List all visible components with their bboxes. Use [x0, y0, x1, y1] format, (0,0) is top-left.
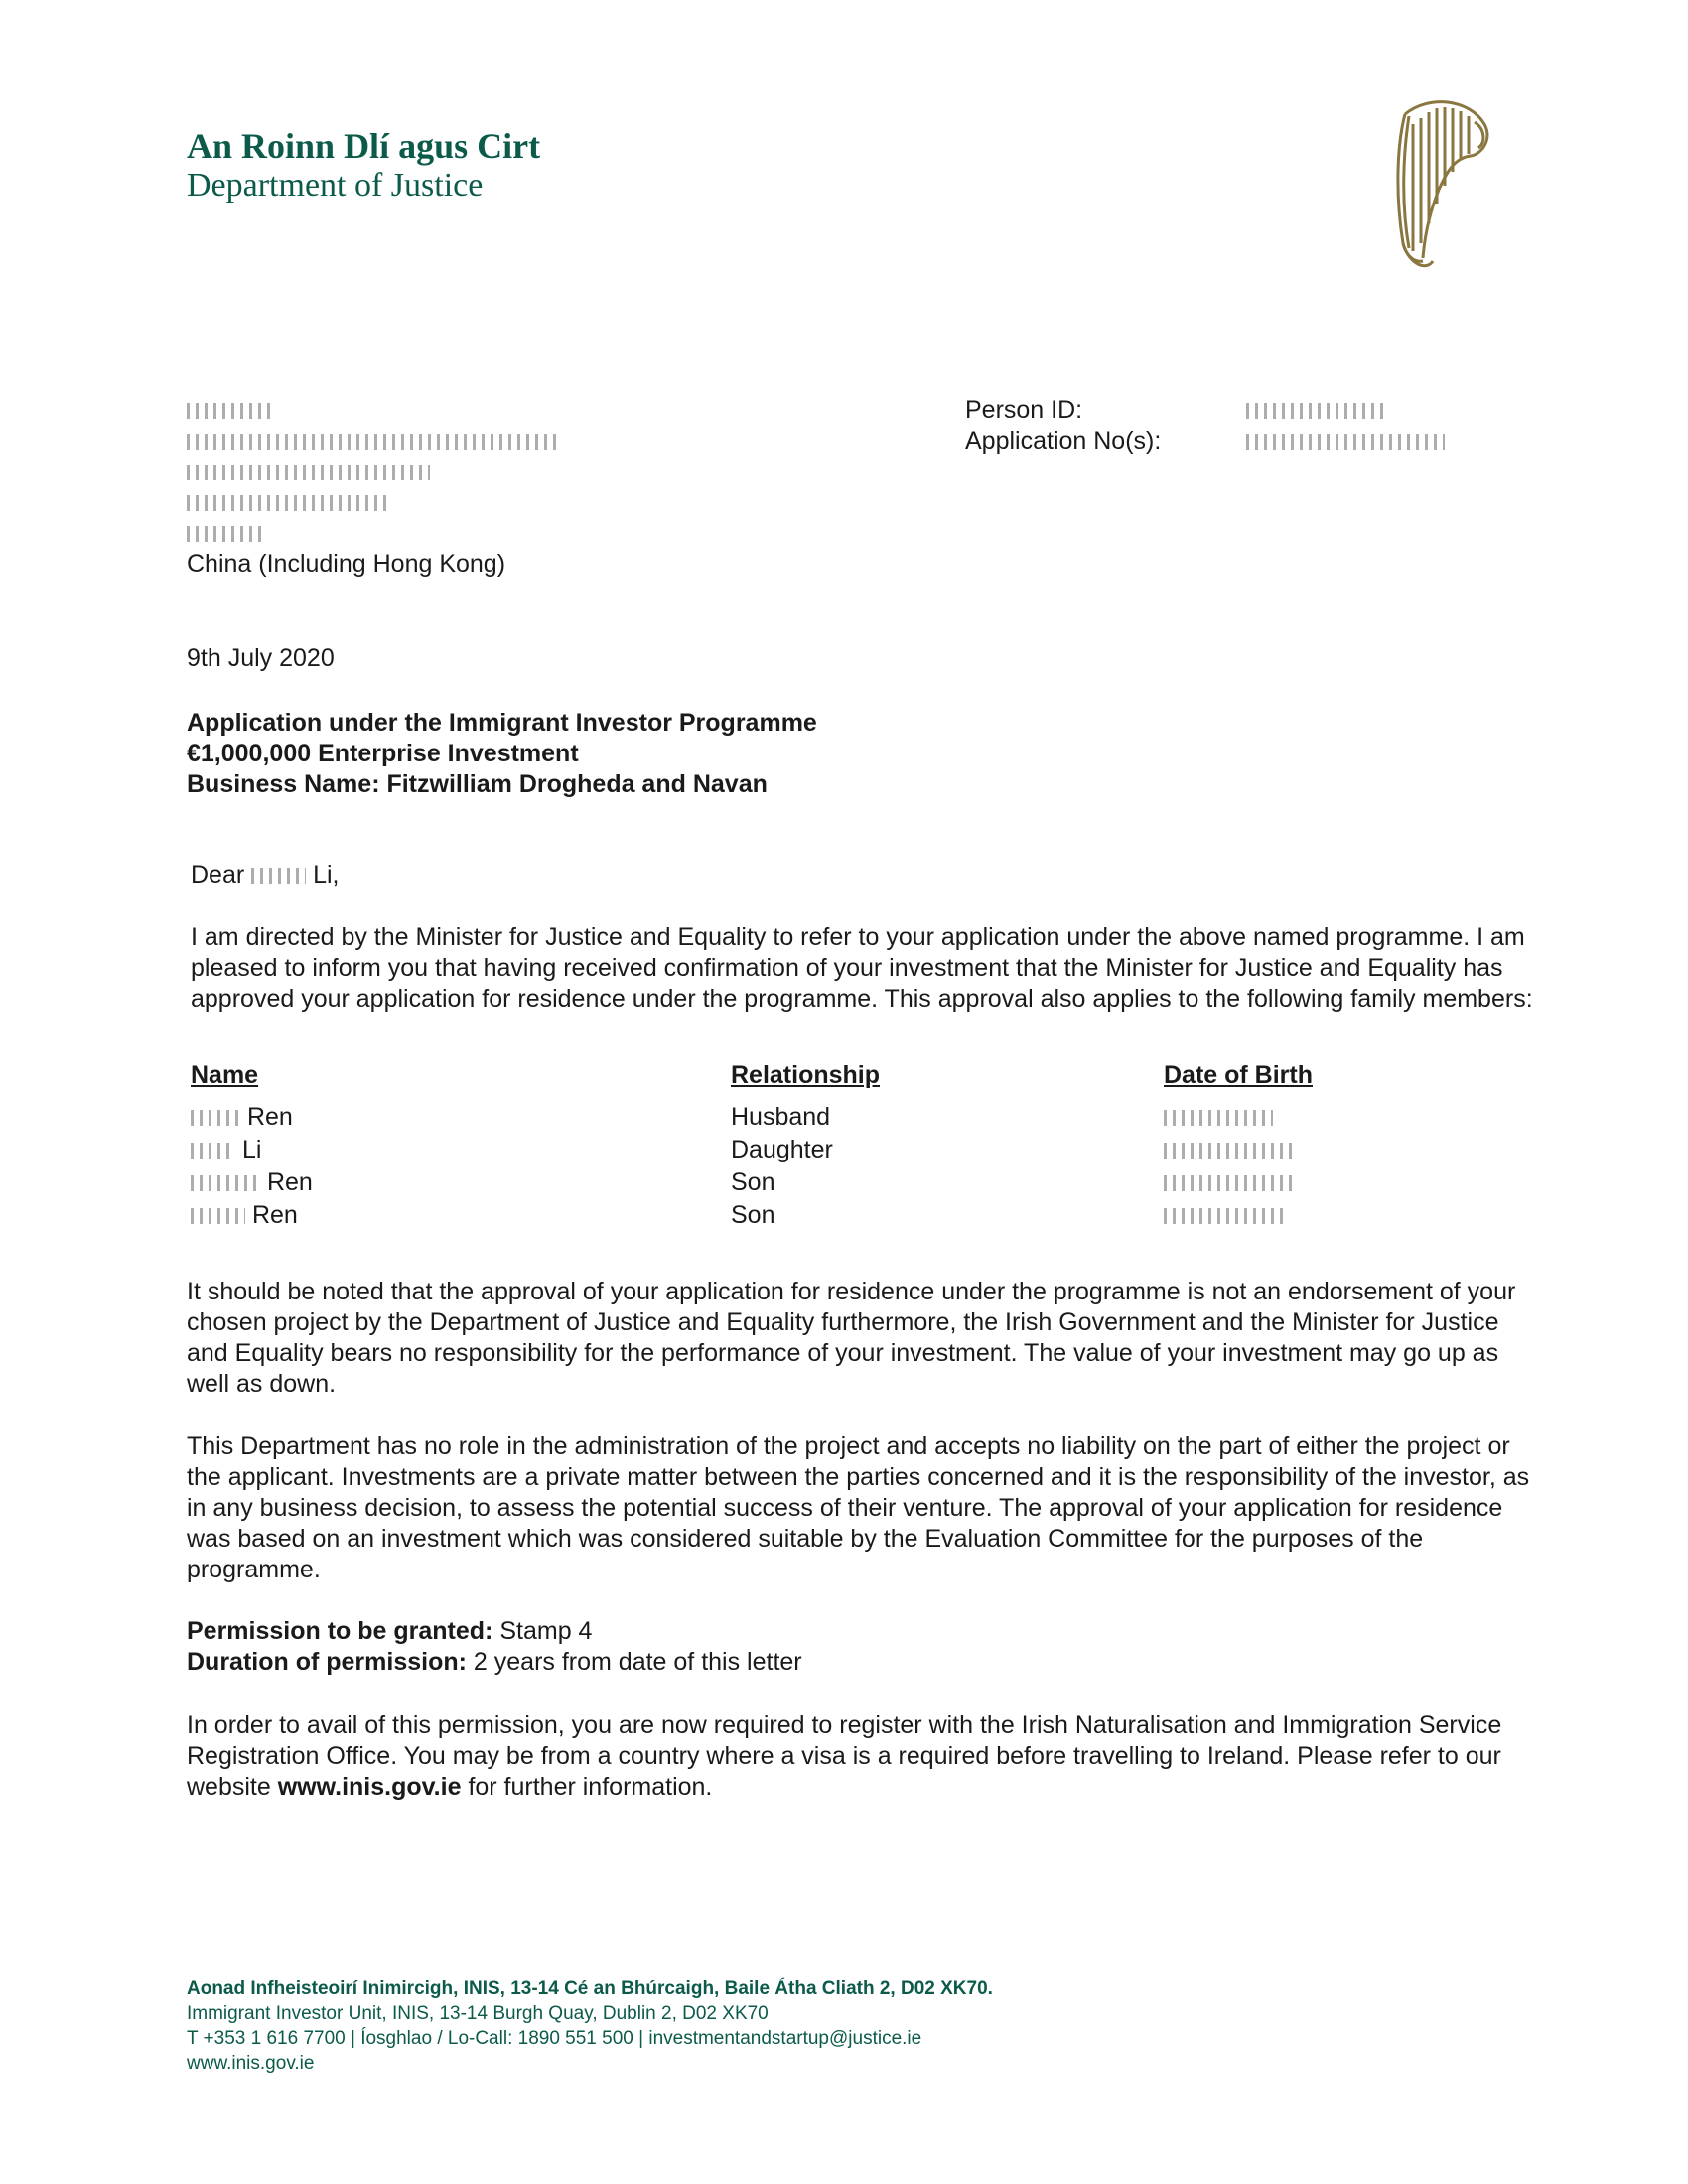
subject-line: Application under the Immigrant Investor Programme [187, 709, 817, 737]
table-row-relationship: Husband [731, 1103, 831, 1131]
salutation-prefix: Dear [191, 861, 245, 888]
footer-website[interactable]: www.inis.gov.ie [187, 2053, 315, 2074]
application-number-value-redacted [1246, 426, 1445, 457]
address-line-redacted [187, 518, 266, 549]
address-line-redacted [187, 426, 559, 457]
table-row-name: Li [191, 1134, 261, 1166]
table-row-name: Ren [191, 1166, 313, 1199]
permission-line [187, 1616, 592, 1647]
table-row-dob-redacted [1164, 1101, 1273, 1134]
permission-value: Stamp 4 [499, 1617, 593, 1645]
body-paragraph: It should be noted that the approval of your application for residence under the programme is not an endorsement of your chosen project by the Department of Justice and Equality furthermore, the Irish Government and the Minister for Justice and Equality bears no responsibility for the performance of your investment. The value of your investment may go up as well as down. [187, 1278, 1516, 1398]
table-header-dob: Date of Birth [1164, 1061, 1313, 1089]
duration-line [187, 1647, 802, 1678]
table-header-name: Name [191, 1061, 259, 1089]
footer-contact[interactable]: T +353 1 616 7700 | Íosghlao / Lo-Call: 1890 551 500 | investmentandstartup@justice.ie [187, 2028, 922, 2049]
table-row-dob-redacted [1164, 1134, 1293, 1166]
letter-date: 9th July 2020 [187, 644, 335, 672]
footer-address-irish: Aonad Infheisteoirí Inimircigh, INIS, 13-14 Cé an Bhúrcaigh, Baile Átha Cliath 2, D02 XK70. [187, 1979, 993, 1999]
duration-label: Duration of permission: [187, 1648, 467, 1676]
subject-line: €1,000,000 Enterprise Investment [187, 740, 579, 767]
table-row-relationship: Daughter [731, 1136, 833, 1163]
website-link[interactable]: www.inis.gov.ie [277, 1773, 462, 1801]
letter-subject [187, 708, 817, 800]
person-id-label: Person ID: [965, 396, 1083, 424]
footer-address-english: Immigrant Investor Unit, INIS, 13-14 Burgh Quay, Dublin 2, D02 XK70 [187, 2003, 769, 2024]
harp-icon [1375, 94, 1494, 273]
address-line-redacted [187, 457, 430, 487]
table-row-name: Ren [191, 1101, 293, 1134]
permission-label: Permission to be granted: [187, 1617, 493, 1645]
application-number-label: Application No(s): [965, 427, 1162, 455]
table-row-relationship: Son [731, 1168, 775, 1196]
body-paragraph: This Department has no role in the administration of the project and accepts no liability on the part of either the project or the applicant. Investments are a private matter between the parties concerned and it is the responsibility of the investor, as in any business decision, to assess the potential success of their venture. The approval of your application for residence was based on an investment which was considered suitable by the Evaluation Committee for the purposes of the programme. [187, 1433, 1530, 1583]
subject-line: Business Name: Fitzwilliam Drogheda and Navan [187, 770, 768, 798]
address-line-redacted [187, 395, 271, 426]
salutation-name-redacted [251, 868, 306, 884]
table-row-dob-redacted [1164, 1199, 1283, 1232]
salutation-suffix: Li, [313, 861, 340, 888]
salutation [191, 860, 340, 890]
table-header-relationship: Relationship [731, 1061, 881, 1089]
person-id-value-redacted [1246, 395, 1385, 426]
address-line-redacted [187, 487, 390, 518]
duration-value: 2 years from date of this letter [473, 1648, 802, 1676]
table-row-relationship: Son [731, 1201, 775, 1229]
department-name-irish: An Roinn Dlí agus Cirt [187, 126, 541, 166]
department-name-english: Department of Justice [187, 167, 484, 204]
body-paragraph: I am directed by the Minister for Justice and Equality to refer to your application under the above named programme. I am pleased to inform you that having received confirmation of your investment that the Minister for Justice and Equality has approved your application for residence under the programme. This approval also applies to the following family members: [191, 923, 1533, 1013]
body-paragraph: In order to avail of this permission, you are now required to register with the Irish Naturalisation and Immigration Service Registration Office. You may be from a country where a visa is a required before travelling to Ireland. Please refer to our website www.inis.gov.ie for further information. [187, 1711, 1502, 1801]
address-country: China (Including Hong Kong) [187, 550, 506, 578]
table-row-dob-redacted [1164, 1166, 1293, 1199]
table-row-name: Ren [191, 1199, 298, 1232]
